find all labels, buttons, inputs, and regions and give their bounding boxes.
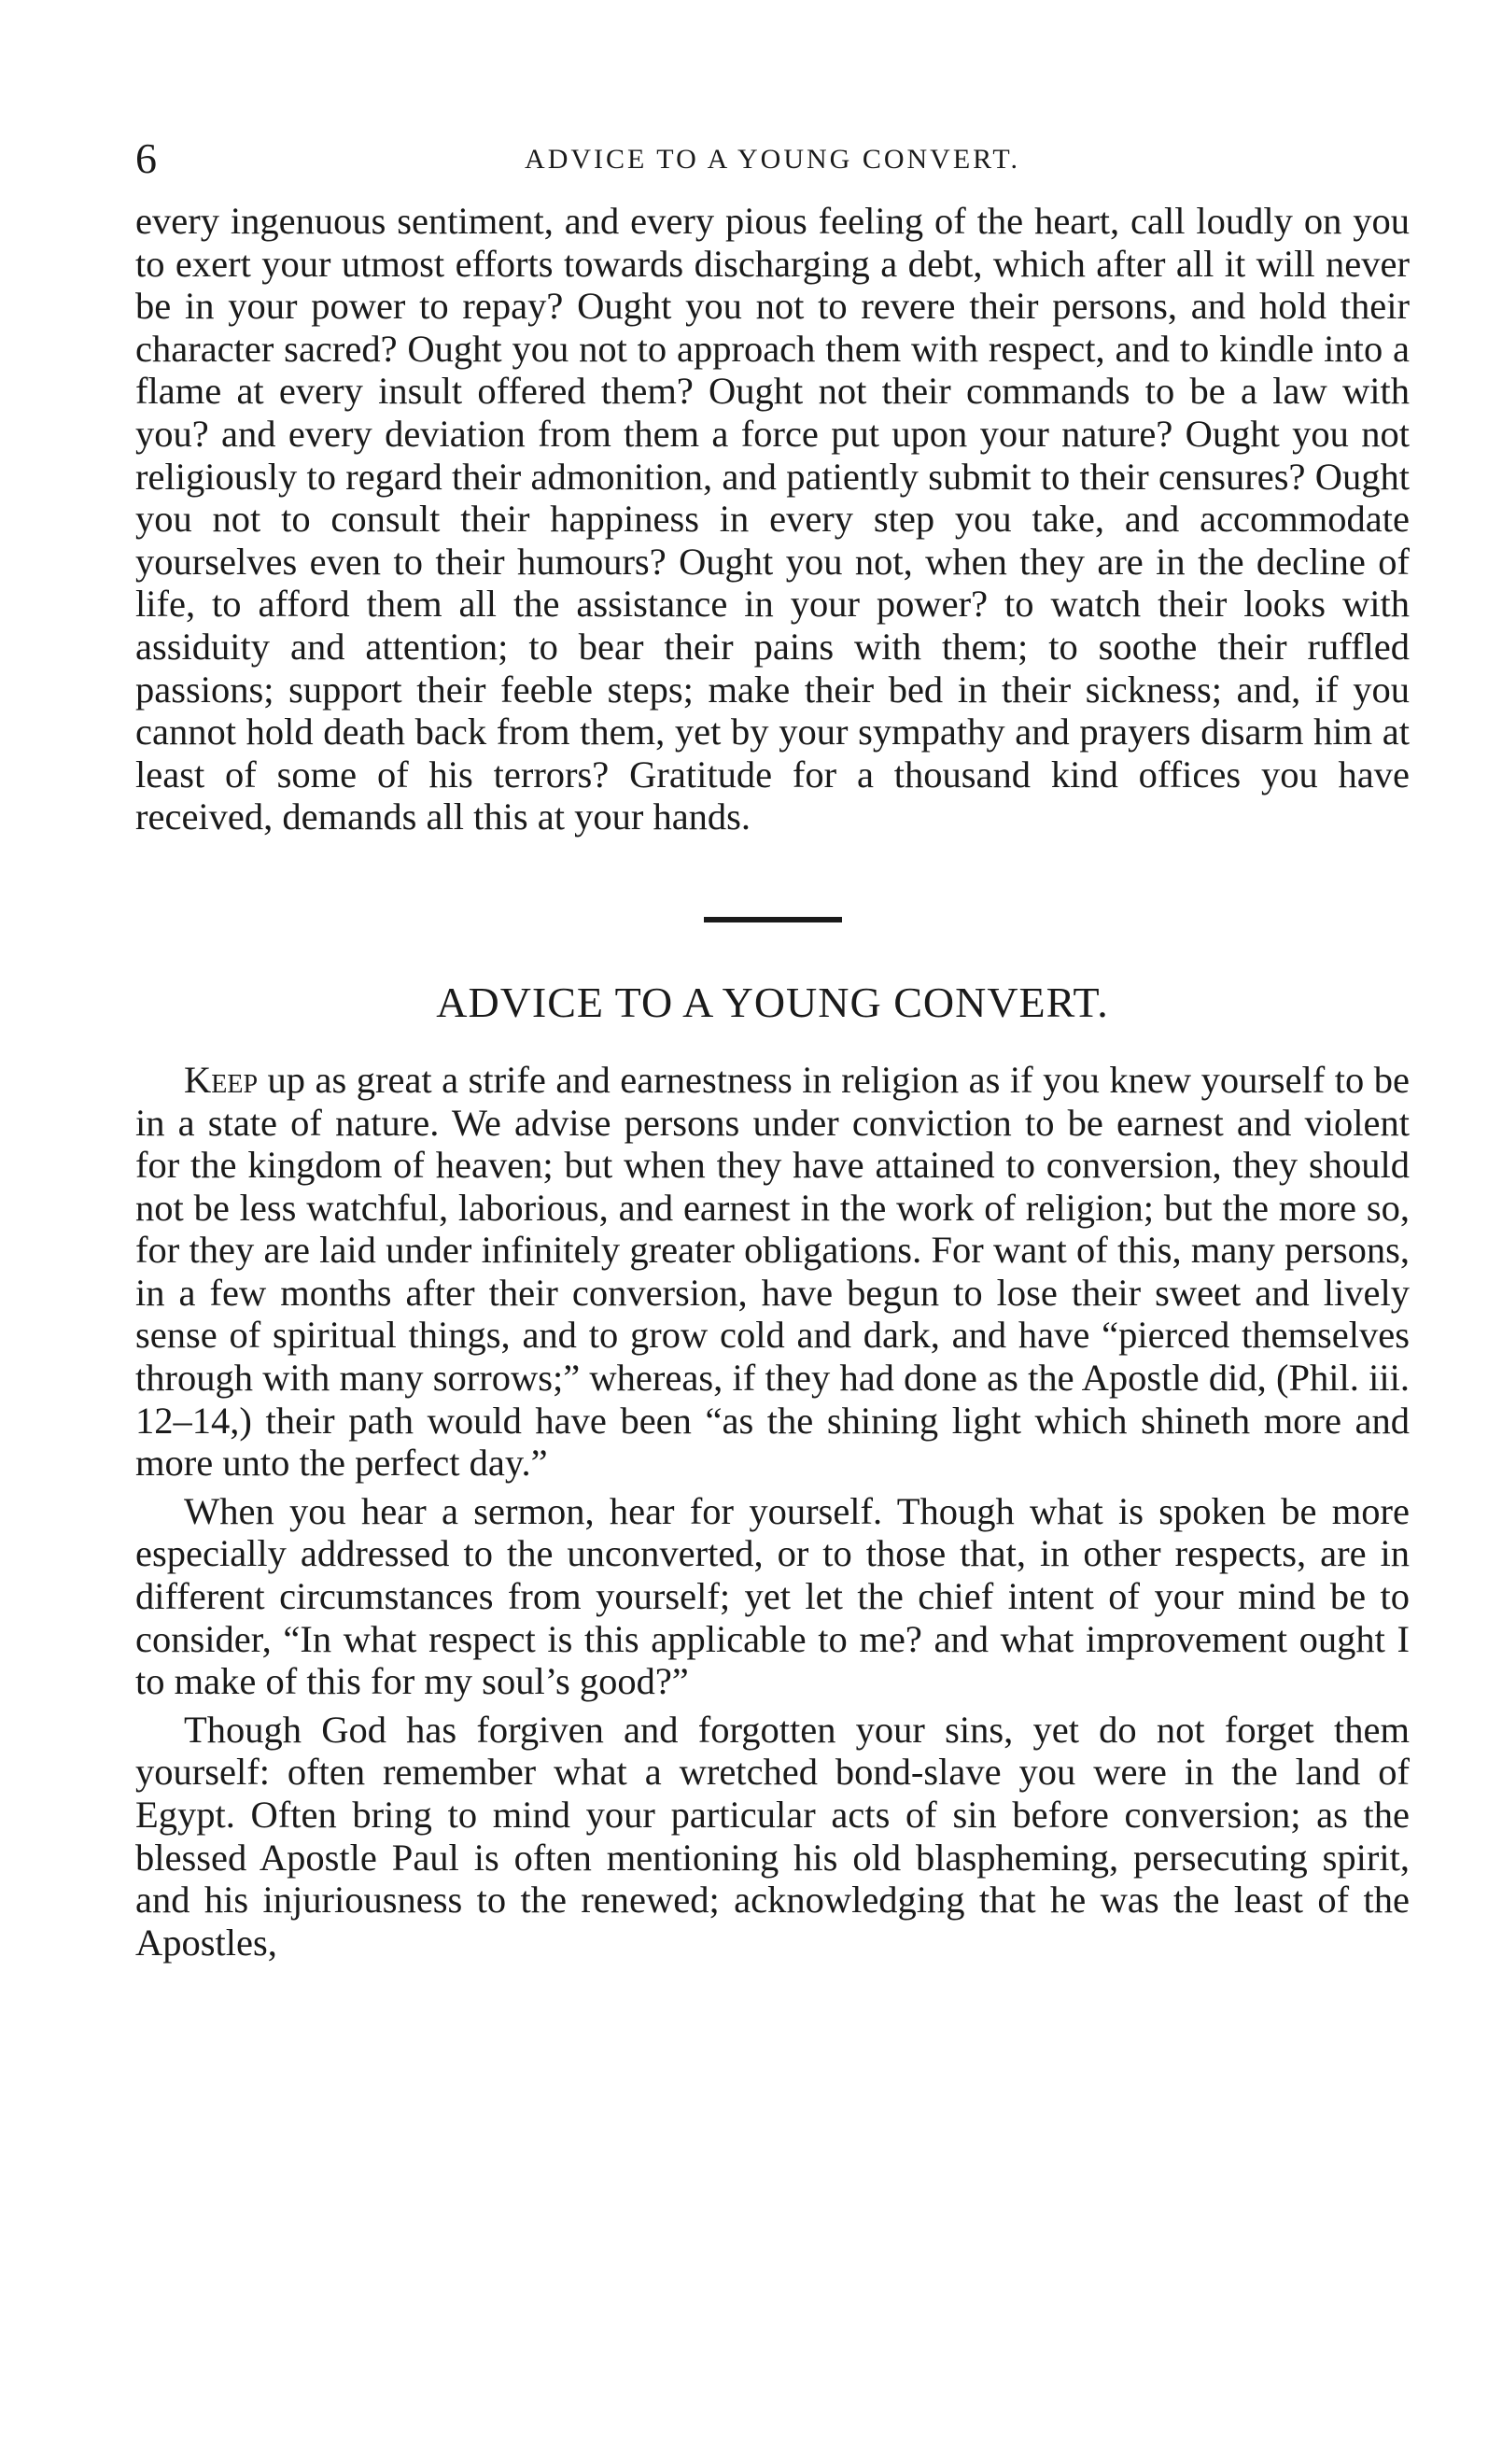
- book-page: [135, 131, 1410, 1964]
- lead-word: Keep: [184, 1058, 259, 1101]
- section-paragraph-1: [135, 1059, 1410, 1485]
- section-paragraph-2: When you hear a sermon, hear for yourself. Though what is spoken be more especially addressed to the unconverted, or to those that, in other respects, are in different circumstances from yourself; yet let the chief intent of your mind be to consider, “In what respect is this applicable to me? and what improvement ought I to make of this for my soul’s good?”: [135, 1489, 1410, 1703]
- paragraph-1-text: up as great a strife and earnestness in religion as if you knew yourself to be in a state of nature. We advise persons under conviction to be earnest and violent for the kingdom of heaven; but when they have attained to conversion, they should not be less watchful, laborious, and earnest in the work of religion; but the more so, for they are laid under infinitely greater obligations. For want of this, many persons, in a few months after their conversion, have begun to lose their sweet and lively sense of spiritual things, and to grow cold and dark, and have “pierced themselves through with many sorrows;” whereas, if they had done as the Apostle did, (Phil. iii. 12–14,) their path would have been “as the shining light which shineth more and more unto the perfect day.”: [135, 1058, 1410, 1485]
- section-paragraph-3: Though God has forgiven and forgotten your sins, yet do not forget them yourself: often remember what a wretched bond-slave you were in the land of Egypt. Often bring to mind your particular acts of sin before conversion; as the blessed Apostle Paul is often mentioning his old blaspheming, persecuting spirit, and his injuriousness to the renewed; acknowledging that he was the least of the Apostles,: [135, 1708, 1410, 1964]
- page-number: 6: [135, 134, 157, 182]
- continued-paragraph: every ingenuous sentiment, and every pious feeling of the heart, call loudly on you to exert your utmost efforts towards discharging a debt, which after all it will never be in your power to repay? Ought you not to revere their persons, and hold their character sacred? Ought you not to approach them with respect, and to kindle into a flame at every insult offered them? Ought not their commands to be a law with you? and every deviation from them a force put upon your nature? Ought you not religiously to regard their admonition, and patiently submit to their censures? Ought you not to consult their happiness in every step you take, and accommodate yourselves even to their humours? Ought you not, when they are in the decline of life, to afford them all the assistance in your power? to watch their looks with assiduity and attention; to bear their pains with them; to soothe their ruffled passions; support their feeble steps; make their bed in their sickness; and, if you cannot hold death back from them, yet by your sympathy and prayers disarm him at least of some of his terrors? Gratitude for a thousand kind offices you have received, demands all this at your hands.: [135, 200, 1410, 838]
- running-title: ADVICE TO A YOUNG CONVERT.: [525, 144, 1020, 175]
- section-heading: ADVICE TO A YOUNG CONVERT.: [436, 978, 1109, 1026]
- running-head: [135, 131, 1410, 187]
- section-divider-rule: [704, 917, 842, 922]
